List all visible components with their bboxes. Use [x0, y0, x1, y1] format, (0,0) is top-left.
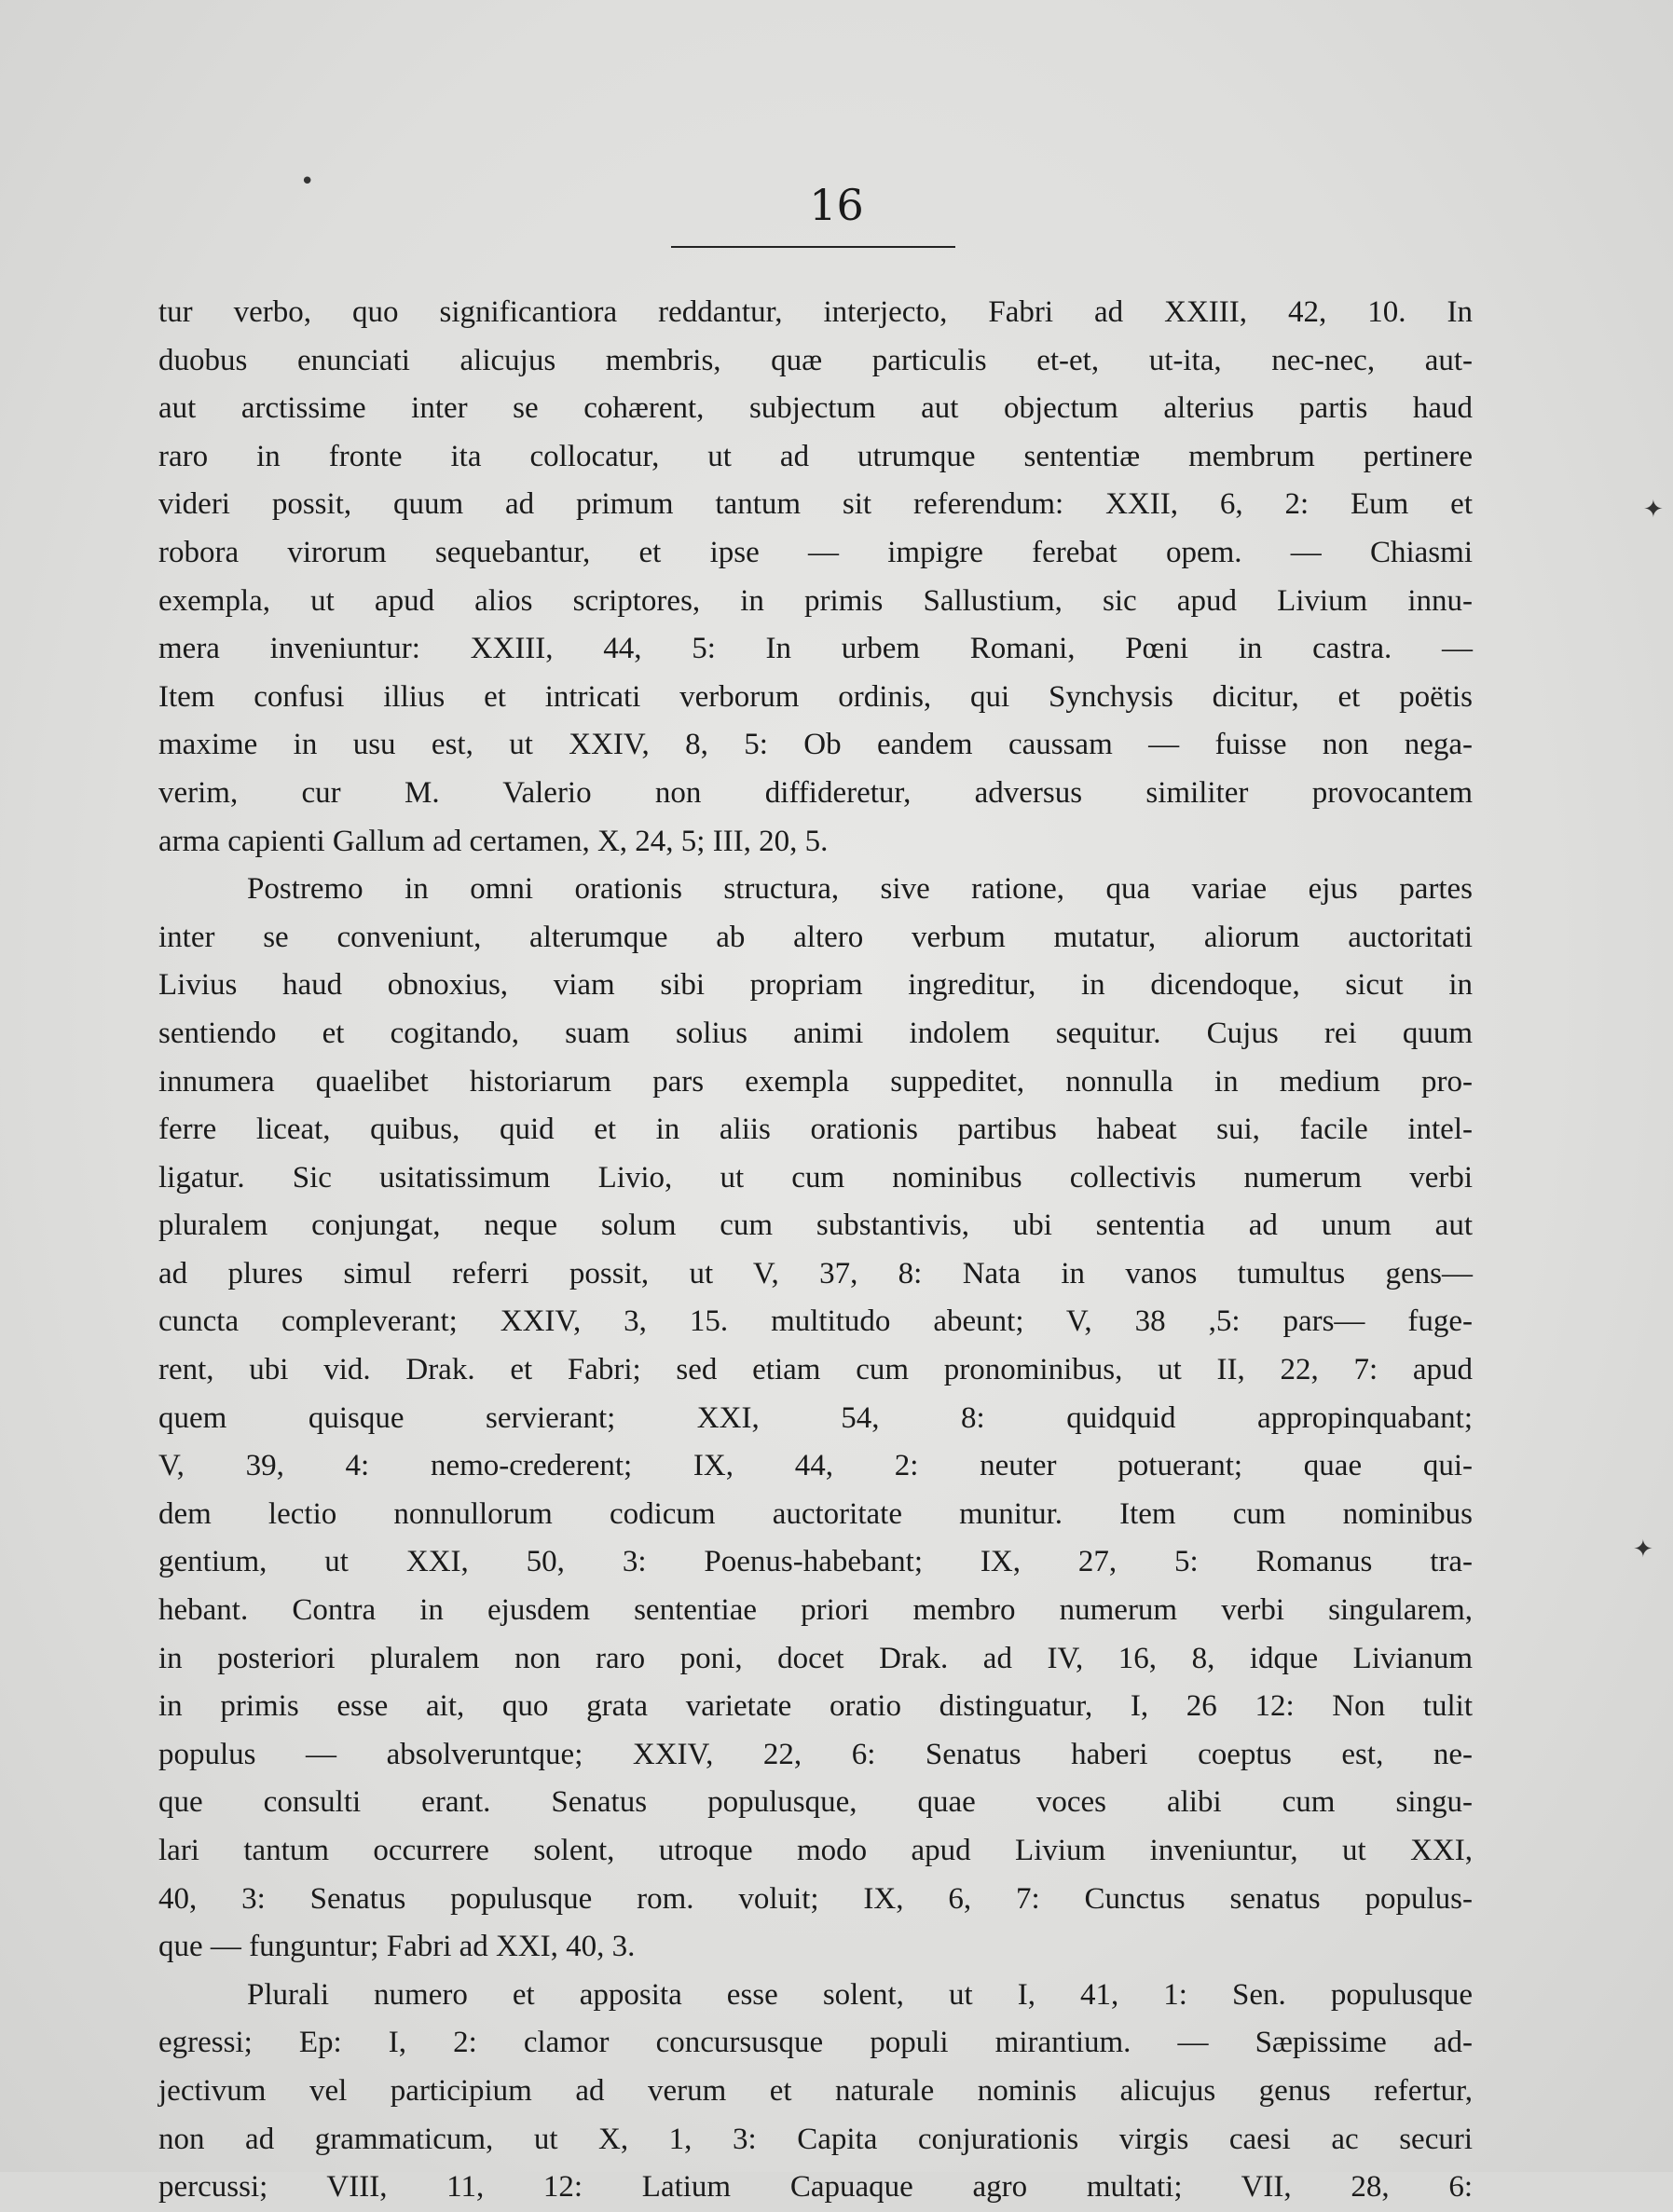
text-line: V, 39, 4: nemo-crederent; IX, 44, 2: neuter potuerant; quae qui- — [158, 1449, 1473, 1483]
text-line: lari tantum occurrere solent, utroque modo apud Livium inveniuntur, ut XXI, — [158, 1834, 1473, 1867]
text-line: egressi; Ep: I, 2: clamor concursusque populi mirantium. — Sæpissime ad- — [158, 2026, 1473, 2060]
text-line: raro in fronte ita collocatur, ut ad utrumque sententiæ membrum pertinere — [158, 439, 1473, 473]
text-line: populus — absolveruntque; XXIV, 22, 6: Senatus haberi coeptus est, ne- — [158, 1737, 1473, 1771]
text-line: hebant. Contra in ejusdem sententiae priori membro numerum verbi singularem, — [158, 1593, 1473, 1628]
text-line: duobus enunciati alicujus membris, quæ particulis et-et, ut-ita, nec-nec, aut- — [158, 343, 1473, 377]
text-line: non ad grammaticum, ut X, 1, 3: Capita conjurationis virgis caesi ac securi — [158, 2122, 1473, 2156]
margin-mark-right: ✦ — [1643, 496, 1664, 524]
text-line: Item confusi illius et intricati verborum ordinis, qui Synchysis dicitur, et poëtis — [158, 679, 1473, 714]
text-line: 40, 3: Senatus populusque rom. voluit; IX, 6, 7: Cunctus senatus populus- — [158, 1881, 1473, 1916]
text-line: Postremo in omni orationis structura, sive ratione, qua variae ejus partes — [247, 872, 1473, 907]
text-line: percussi; VIII, 11, 12: Latium Capuaque agro multati; VII, 28, 6: — [158, 2170, 1473, 2205]
text-line: que consulti erant. Senatus populusque, quae voces alibi cum singu- — [158, 1785, 1473, 1820]
text-line: robora virorum sequebantur, et ipse — impigre ferebat opem. — Chiasmi — [158, 535, 1473, 569]
text-line: inter se conveniunt, alterumque ab altero verbum mutatur, aliorum auctoritati — [158, 920, 1473, 954]
text-line: in primis esse ait, quo grata varietate oratio distinguatur, I, 26 12: Non tulit — [158, 1689, 1473, 1724]
text-line: arma capienti Gallum ad certamen, X, 24, 5; III, 20, 5. — [158, 824, 829, 858]
text-line: Livius haud obnoxius, viam sibi propriam ingreditur, in dicendoque, sicut in — [158, 968, 1473, 1003]
text-line: in posteriori pluralem non raro poni, docet Drak. ad IV, 16, 8, idque Livianum — [158, 1641, 1473, 1675]
text-line: jectivum vel participium ad verum et naturale nominis alicujus genus refertur, — [158, 2073, 1473, 2108]
text-line: gentium, ut XXI, 50, 3: Poenus-habebant; IX, 27, 5: Romanus tra- — [158, 1545, 1473, 1579]
text-line: maxime in usu est, ut XXIV, 8, 5: Ob eandem caussam — fuisse non nega- — [158, 728, 1473, 762]
text-line: ferre liceat, quibus, quid et in aliis orationis partibus habeat sui, facile intel- — [158, 1113, 1473, 1147]
text-line: ligatur. Sic usitatissimum Livio, ut cum nominibus collectivis numerum verbi — [158, 1160, 1473, 1195]
text-line: rent, ubi vid. Drak. et Fabri; sed etiam cum pronominibus, ut II, 22, 7: apud — [158, 1353, 1473, 1387]
text-line: pluralem conjungat, neque solum cum substantivis, ubi sententia ad unum aut — [158, 1208, 1473, 1243]
body-text — [158, 289, 1473, 2212]
text-line: mera inveniuntur: XXIII, 44, 5: In urbem Romani, Pœni in castra. — — [158, 632, 1473, 666]
text-line: ad plures simul referri possit, ut V, 37, 8: Nata in vanos tumultus gens— — [158, 1256, 1473, 1290]
text-line: videri possit, quum ad primum tantum sit referendum: XXII, 6, 2: Eum et — [158, 487, 1473, 522]
text-line: Plurali numero et apposita esse solent, ut I, 41, 1: Sen. populusque — [247, 1977, 1473, 2012]
text-line: tur verbo, quo significantiora reddantur, interjecto, Fabri ad XXIII, 42, 10. In — [158, 295, 1473, 329]
text-line: que — funguntur; Fabri ad XXI, 40, 3. — [158, 1930, 636, 1964]
text-line: quem quisque servierant; XXI, 54, 8: quidquid appropinquabant; — [158, 1400, 1473, 1435]
stray-dot-mark: • — [300, 168, 315, 196]
text-line: innumera quaelibet historiarum pars exempla suppeditet, nonnulla in medium pro- — [158, 1064, 1473, 1099]
header-rule — [671, 246, 955, 248]
text-line: aut arctissime inter se cohærent, subjectum aut objectum alterius partis haud — [158, 391, 1473, 426]
text-line: cuncta compleverant; XXIV, 3, 15. multitudo abeunt; V, 38 ,5: pars— fuge- — [158, 1304, 1473, 1339]
margin-mark-right: ✦ — [1633, 1536, 1653, 1563]
page-number: 16 — [809, 180, 864, 230]
text-line: exempla, ut apud alios scriptores, in primis Sallustium, sic apud Livium innu- — [158, 583, 1473, 618]
text-line: dem lectio nonnullorum codicum auctoritate munitur. Item cum nominibus — [158, 1496, 1473, 1531]
text-line: verim, cur M. Valerio non diffideretur, adversus similiter provocantem — [158, 775, 1473, 810]
text-line: sentiendo et cogitando, suam solius animi indolem sequitur. Cujus rei quum — [158, 1016, 1473, 1050]
